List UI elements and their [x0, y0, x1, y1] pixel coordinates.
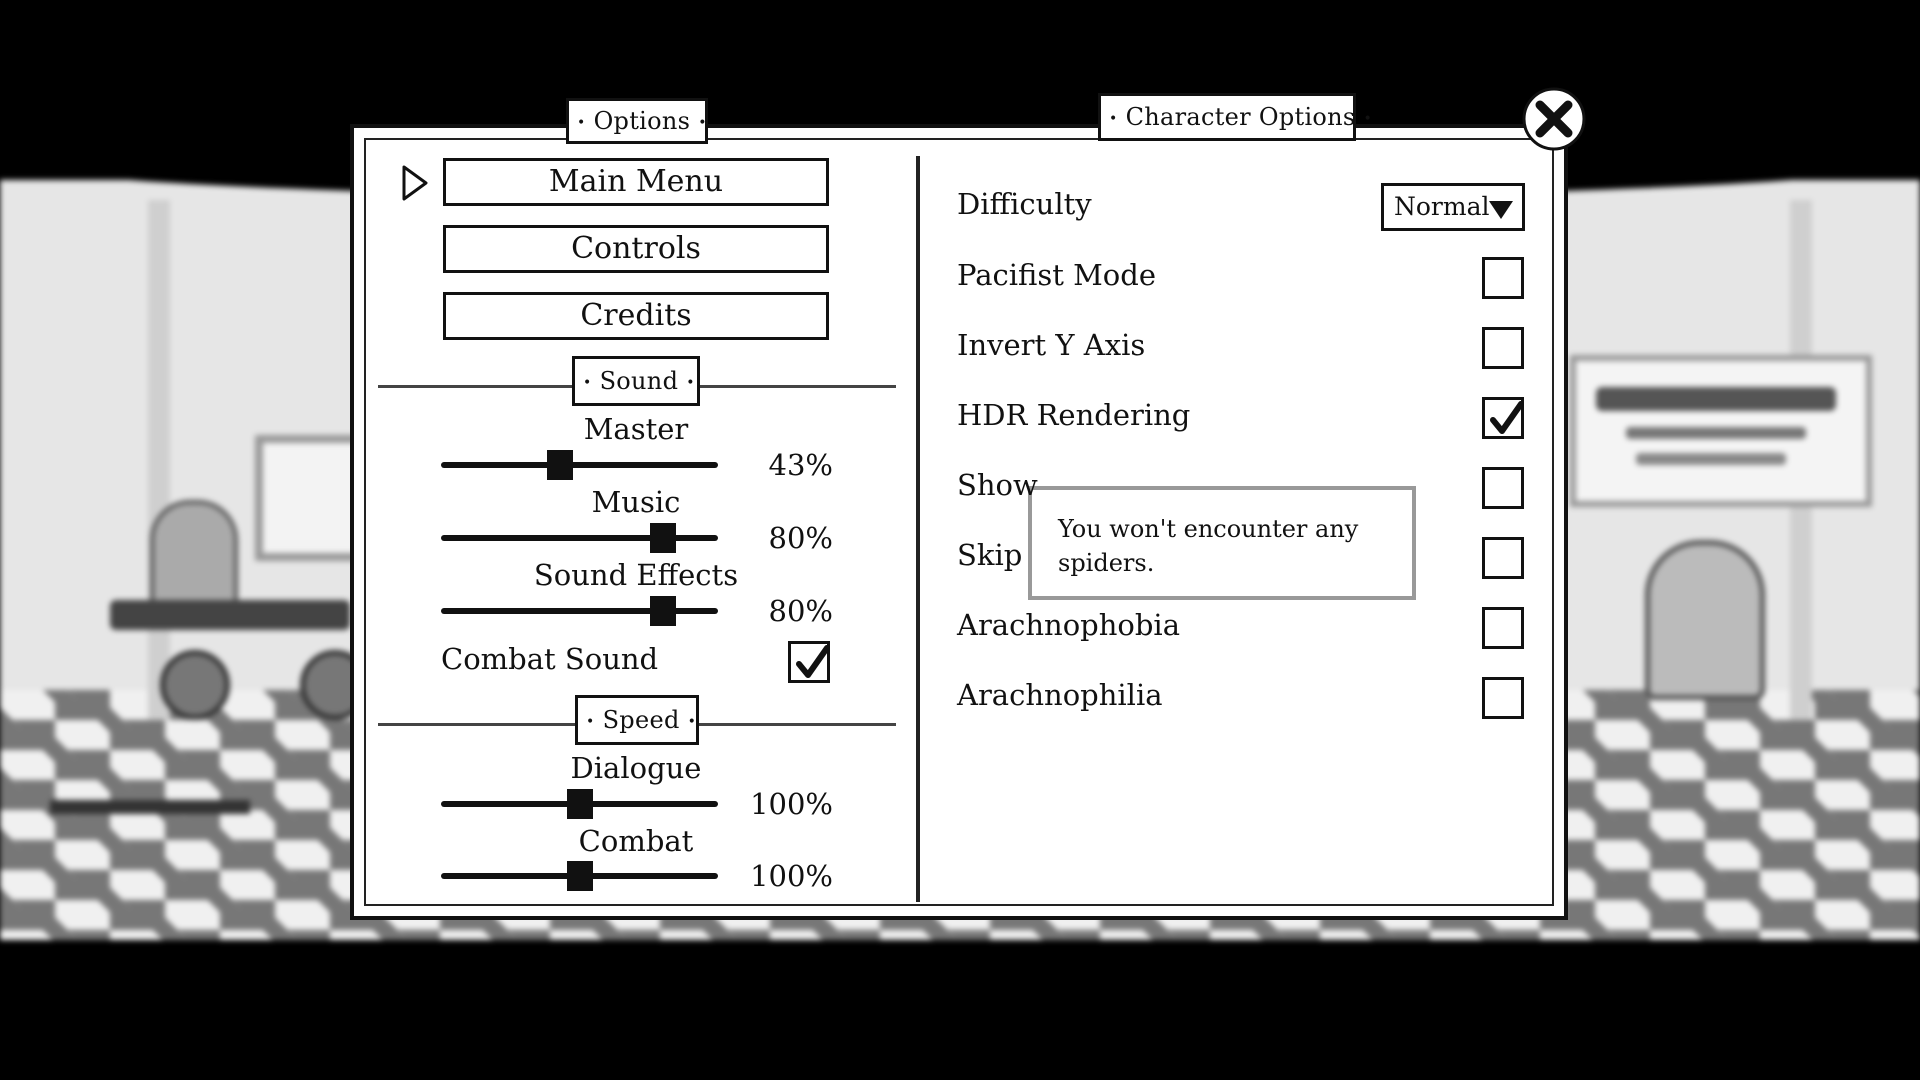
dialogue-speed-slider-thumb[interactable]: [567, 789, 593, 819]
option-checkbox-hdr-rendering[interactable]: [1482, 397, 1524, 439]
combat-sound-checkbox[interactable]: [788, 641, 830, 683]
difficulty-label: Difficulty: [957, 187, 1092, 221]
checkmark-icon: [1485, 400, 1527, 442]
tab-character-options[interactable]: • Character Options •: [1098, 93, 1356, 141]
sound-section-header: • Sound •: [572, 356, 700, 406]
sound-effects-value: 80%: [768, 594, 833, 628]
tab-options[interactable]: • Options •: [566, 98, 708, 144]
music-volume-value: 80%: [768, 521, 833, 555]
column-divider: [916, 156, 920, 902]
credits-button[interactable]: Credits: [443, 292, 829, 340]
option-label-skip: Skip: [957, 538, 1023, 572]
option-label-arachnophilia: Arachnophilia: [957, 678, 1163, 712]
controls-button[interactable]: Controls: [443, 225, 829, 273]
combat-speed-value: 100%: [750, 859, 833, 893]
difficulty-dropdown[interactable]: [1381, 183, 1525, 231]
option-label-pacifist-mode: Pacifist Mode: [957, 258, 1156, 292]
option-checkbox-invert-y-axis[interactable]: [1482, 327, 1524, 369]
sound-effects-slider-thumb[interactable]: [650, 596, 676, 626]
master-volume-label: Master: [583, 412, 689, 446]
master-volume-slider[interactable]: [441, 462, 718, 468]
close-icon[interactable]: [1521, 86, 1587, 152]
selection-cursor-icon: [400, 163, 430, 203]
option-checkbox-pacifist-mode[interactable]: [1482, 257, 1524, 299]
dialogue-speed-label: Dialogue: [570, 751, 702, 785]
dialogue-speed-value: 100%: [750, 787, 833, 821]
music-volume-slider-thumb[interactable]: [650, 523, 676, 553]
speed-section-header: • Speed •: [575, 695, 699, 745]
triangle-down-icon: [1488, 200, 1514, 220]
combat-sound-label: Combat Sound: [441, 642, 659, 676]
music-volume-label: Music: [591, 485, 681, 519]
option-label-arachnophobia: Arachnophobia: [957, 608, 1180, 642]
master-volume-value: 43%: [768, 448, 833, 482]
checkmark-icon: [791, 644, 833, 686]
option-label-show: Show: [957, 468, 1038, 502]
option-checkbox-arachnophilia[interactable]: [1482, 677, 1524, 719]
main-menu-button[interactable]: Main Menu: [443, 158, 829, 206]
combat-speed-label: Combat: [578, 824, 694, 858]
music-volume-slider[interactable]: [441, 535, 718, 541]
sound-effects-slider[interactable]: [441, 608, 718, 614]
difficulty-selected-value: Normal: [1394, 192, 1490, 221]
option-label-invert-y-axis: Invert Y Axis: [957, 328, 1146, 362]
tooltip: You won't encounter any spiders.: [1028, 486, 1416, 600]
sound-effects-label: Sound Effects: [533, 558, 739, 592]
option-label-hdr-rendering: HDR Rendering: [957, 398, 1191, 432]
option-checkbox-skip[interactable]: [1482, 537, 1524, 579]
combat-speed-slider-thumb[interactable]: [567, 861, 593, 891]
option-checkbox-show[interactable]: [1482, 467, 1524, 509]
option-checkbox-arachnophobia[interactable]: [1482, 607, 1524, 649]
master-volume-slider-thumb[interactable]: [547, 450, 573, 480]
